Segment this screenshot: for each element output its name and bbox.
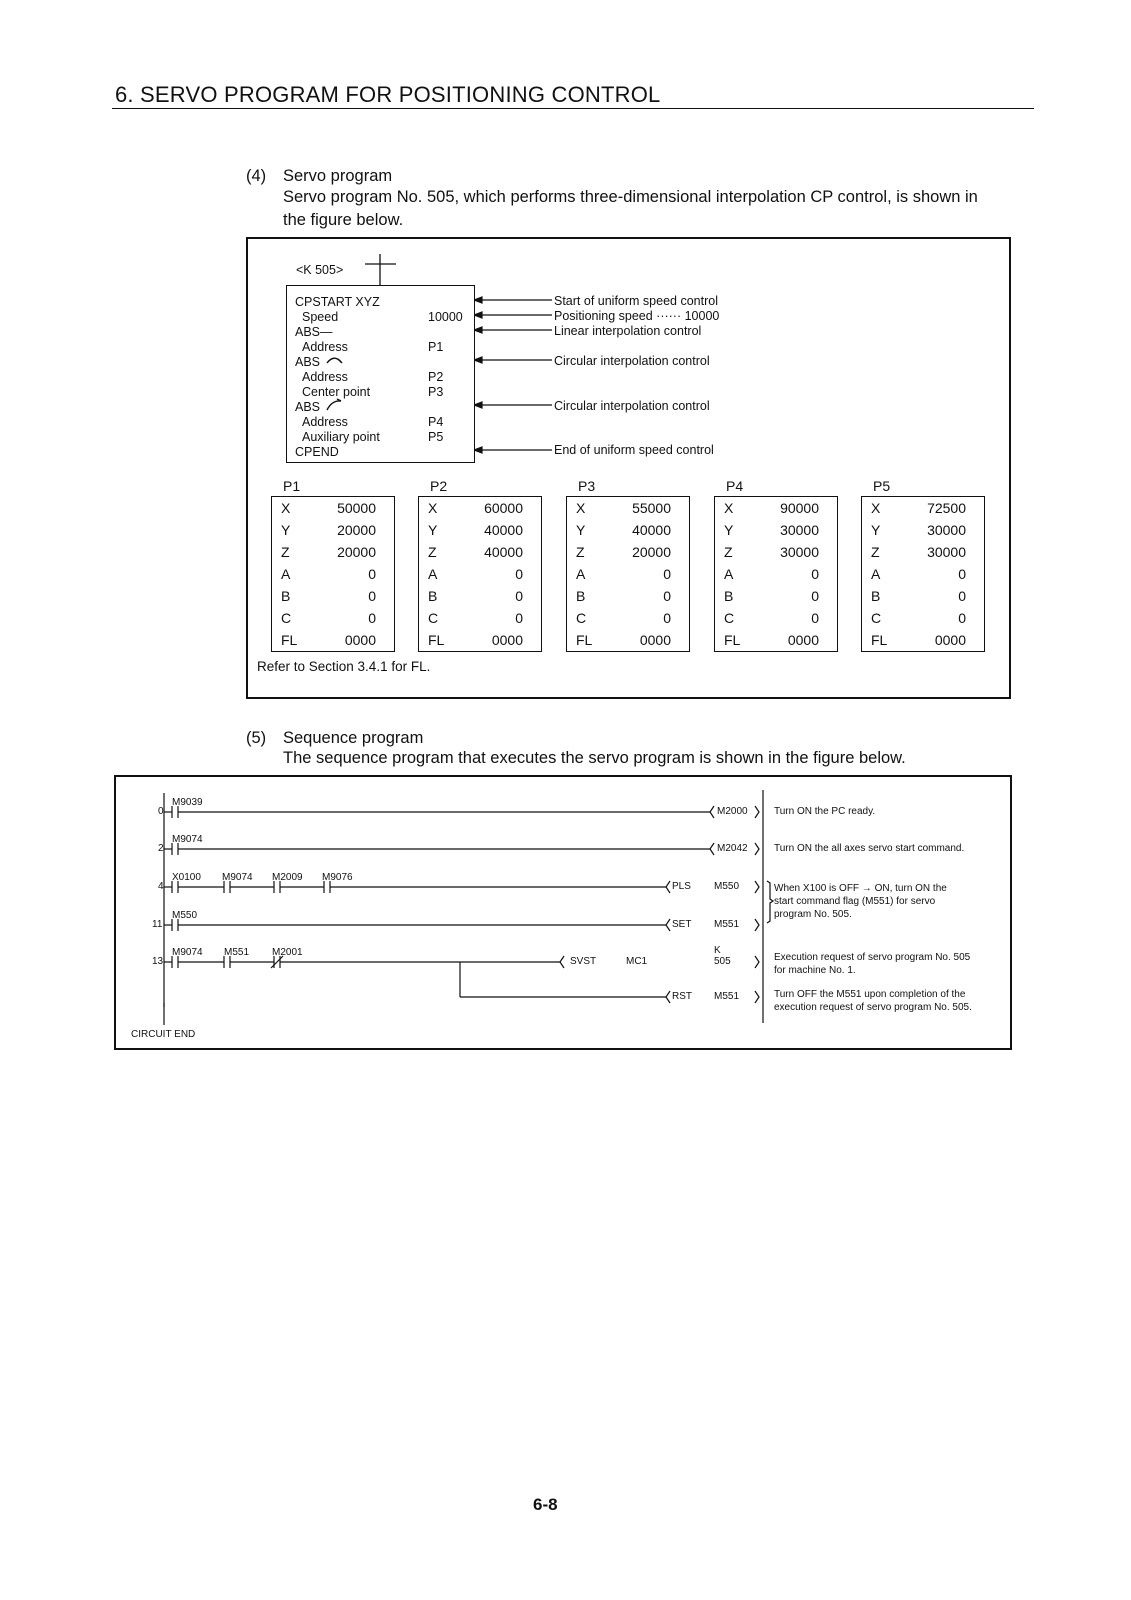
point-table-p3 <box>566 496 690 652</box>
annotation-linear-interpolation: Linear interpolation control <box>554 324 702 338</box>
header-rule <box>112 108 1034 109</box>
point-table-row <box>715 585 837 607</box>
point-table-row <box>419 629 541 651</box>
axis-name: B <box>428 588 438 604</box>
point-table-p1 <box>271 496 395 652</box>
step-4: 4 <box>158 881 164 892</box>
point-table-row <box>567 629 689 651</box>
circular-aux-arc-icon <box>324 398 344 412</box>
point-label-p2: P2 <box>430 478 448 494</box>
page-number: 6-8 <box>533 1495 558 1514</box>
comment-rst-line1: Turn OFF the M551 upon completion of the <box>774 989 966 1000</box>
point-table-row <box>715 629 837 651</box>
axis-value: 20000 <box>632 544 671 560</box>
fl-reference-note: Refer to Section 3.4.1 for FL. <box>257 659 431 674</box>
axis-value: 0 <box>663 610 671 626</box>
axis-name: B <box>871 588 881 604</box>
comment-rung-2: Turn ON the all axes servo start command. <box>774 843 965 854</box>
program-value-speed: 10000 <box>428 310 463 324</box>
contact-m2001: M2001 <box>272 947 303 958</box>
axis-value: 0 <box>811 610 819 626</box>
step-13: 13 <box>152 956 164 967</box>
point-table-row <box>567 607 689 629</box>
comment-rung-13-line1: Execution request of servo program No. 505 <box>774 952 971 963</box>
axis-value: 0 <box>958 588 966 604</box>
axis-value: 0000 <box>934 632 966 648</box>
program-line-address-3: Address <box>302 415 348 429</box>
axis-name: A <box>281 566 291 582</box>
axis-value: 0 <box>368 610 376 626</box>
point-label-p1: P1 <box>283 478 301 494</box>
point-table-row <box>567 497 689 519</box>
set-device: M551 <box>714 919 740 930</box>
point-table-row <box>272 541 394 563</box>
axis-value: 0000 <box>344 632 376 648</box>
section4-number: (4) <box>246 167 267 185</box>
axis-name: Z <box>281 544 290 560</box>
program-value-center-point: P3 <box>428 385 444 399</box>
axis-value: 30000 <box>927 522 966 538</box>
comment-rung-13-line2: for machine No. 1. <box>774 965 856 976</box>
axis-name: Y <box>871 522 881 538</box>
program-value-address-3: P4 <box>428 415 444 429</box>
page-header-title: 6. SERVO PROGRAM FOR POSITIONING CONTROL <box>115 82 661 107</box>
program-line-abs-circular-aux: ABS <box>295 400 321 414</box>
instruction-set: SET <box>672 919 692 930</box>
axis-name: A <box>724 566 734 582</box>
axis-name: Y <box>428 522 438 538</box>
point-table-row <box>272 607 394 629</box>
axis-name: X <box>281 500 291 516</box>
comment-rung-4-line1: When X100 is OFF → ON, turn ON the <box>774 883 947 894</box>
axis-value: 0 <box>811 588 819 604</box>
point-table-row <box>862 585 984 607</box>
annotation-positioning-speed: Positioning speed ······ 10000 <box>554 309 720 323</box>
axis-name: C <box>871 610 882 626</box>
point-table-row <box>419 585 541 607</box>
step-11: 11 <box>152 919 163 930</box>
program-start-mark <box>360 252 400 288</box>
axis-value: 40000 <box>484 522 523 538</box>
axis-value: 30000 <box>927 544 966 560</box>
point-table-row <box>715 519 837 541</box>
program-line-cpend: CPEND <box>295 445 339 459</box>
axis-value: 0 <box>515 566 523 582</box>
axis-value: 90000 <box>780 500 819 516</box>
axis-name: A <box>576 566 586 582</box>
axis-name: B <box>724 588 734 604</box>
axis-value: 40000 <box>484 544 523 560</box>
point-table-row <box>862 519 984 541</box>
point-table-row <box>567 519 689 541</box>
axis-name: X <box>428 500 438 516</box>
axis-name: X <box>724 500 734 516</box>
section5-heading: Sequence program <box>283 729 424 747</box>
axis-name: FL <box>281 632 298 648</box>
step-0: 0 <box>158 806 164 817</box>
axis-name: A <box>428 566 438 582</box>
point-table-row <box>862 563 984 585</box>
axis-value: 0 <box>958 566 966 582</box>
axis-name: Z <box>871 544 880 560</box>
point-table-row <box>272 585 394 607</box>
point-table-row <box>419 541 541 563</box>
comment-rung-0: Turn ON the PC ready. <box>774 806 876 817</box>
axis-value: 0 <box>958 610 966 626</box>
point-table-row <box>862 607 984 629</box>
program-line-speed: Speed <box>302 310 339 324</box>
axis-name: C <box>281 610 292 626</box>
point-table-p4 <box>714 496 838 652</box>
annotation-start-uniform-speed: Start of uniform speed control <box>554 294 718 308</box>
circuit-end-label: CIRCUIT END <box>131 1029 196 1040</box>
comment-rst-line2: execution request of servo program No. 505. <box>774 1002 972 1013</box>
axis-name: Z <box>576 544 585 560</box>
axis-name: FL <box>576 632 593 648</box>
point-table-row <box>419 497 541 519</box>
axis-name: FL <box>871 632 888 648</box>
contact-m9076: M9076 <box>322 872 353 883</box>
contact-m9074-r13: M9074 <box>172 947 203 958</box>
pls-device: M550 <box>714 881 740 892</box>
point-table-row <box>715 607 837 629</box>
contact-m9074-r2: M9074 <box>172 834 203 845</box>
program-value-auxiliary-point: P5 <box>428 430 444 444</box>
axis-name: C <box>428 610 439 626</box>
axis-name: FL <box>724 632 741 648</box>
point-table-row <box>419 519 541 541</box>
axis-name: B <box>576 588 586 604</box>
step-2: 2 <box>158 843 164 854</box>
annotation-end-uniform-speed: End of uniform speed control <box>554 443 714 457</box>
axis-value: 0 <box>663 588 671 604</box>
circular-center-arc-icon <box>324 354 344 366</box>
comment-rung-4-line3: program No. 505. <box>774 909 852 920</box>
instruction-rst: RST <box>672 991 692 1002</box>
point-label-p3: P3 <box>578 478 596 494</box>
axis-value: 20000 <box>337 544 376 560</box>
axis-value: 60000 <box>484 500 523 516</box>
point-table-p5 <box>861 496 985 652</box>
program-line-cpstart: CPSTART XYZ <box>295 295 380 309</box>
axis-value: 40000 <box>632 522 671 538</box>
axis-value: 0 <box>368 566 376 582</box>
axis-value: 0 <box>663 566 671 582</box>
point-table-row <box>567 585 689 607</box>
program-value-address-1: P1 <box>428 340 444 354</box>
axis-value: 72500 <box>927 500 966 516</box>
point-table-row <box>715 497 837 519</box>
contact-m551: M551 <box>224 947 250 958</box>
point-table-row <box>862 497 984 519</box>
axis-value: 20000 <box>337 522 376 538</box>
axis-value: 0 <box>515 588 523 604</box>
section4-desc-line1: Servo program No. 505, which performs three-dimensional interpolation CP control, is shown in <box>283 188 978 206</box>
axis-value: 0000 <box>639 632 671 648</box>
program-line-address-1: Address <box>302 340 348 354</box>
section5-number: (5) <box>246 729 267 747</box>
axis-value: 50000 <box>337 500 376 516</box>
point-label-p5: P5 <box>873 478 891 494</box>
contact-x0100: X0100 <box>172 872 201 883</box>
axis-value: 0 <box>515 610 523 626</box>
axis-name: FL <box>428 632 445 648</box>
section5-desc: The sequence program that executes the servo program is shown in the figure below. <box>283 749 906 767</box>
annotation-circular-interpolation-1: Circular interpolation control <box>554 354 710 368</box>
output-m2000: M2000 <box>717 806 748 817</box>
program-label: <K 505> <box>296 263 344 277</box>
point-table-row <box>567 541 689 563</box>
axis-value: 55000 <box>632 500 671 516</box>
axis-name: B <box>281 588 291 604</box>
axis-name: Y <box>576 522 586 538</box>
instruction-pls: PLS <box>672 881 691 892</box>
point-table-row <box>272 563 394 585</box>
output-m2042: M2042 <box>717 843 748 854</box>
annotation-circular-interpolation-2: Circular interpolation control <box>554 399 710 413</box>
contact-m9039: M9039 <box>172 797 203 808</box>
axis-name: C <box>576 610 587 626</box>
program-line-center-point: Center point <box>302 385 371 399</box>
axis-name: Y <box>724 522 734 538</box>
axis-value: 0 <box>368 588 376 604</box>
point-table-row <box>567 563 689 585</box>
axis-name: C <box>724 610 735 626</box>
svst-constant-prefix: K <box>714 945 721 956</box>
program-value-address-2: P2 <box>428 370 444 384</box>
point-table-row <box>272 629 394 651</box>
annotation-arrows <box>474 290 554 460</box>
program-line-abs-linear: ABS— <box>295 325 333 339</box>
point-table-row <box>272 519 394 541</box>
axis-value: 30000 <box>780 522 819 538</box>
point-table-row <box>272 497 394 519</box>
contact-m550: M550 <box>172 910 198 921</box>
point-table-row <box>715 563 837 585</box>
point-table-row <box>862 629 984 651</box>
axis-value: 0000 <box>787 632 819 648</box>
axis-name: A <box>871 566 881 582</box>
instruction-svst: SVST <box>570 956 597 967</box>
svst-argument: MC1 <box>626 956 648 967</box>
axis-name: X <box>576 500 586 516</box>
axis-name: Y <box>281 522 291 538</box>
point-table-p2 <box>418 496 542 652</box>
svst-program-number: 505 <box>714 956 731 967</box>
axis-value: 0 <box>811 566 819 582</box>
comment-rung-4-line2: start command flag (M551) for servo <box>774 896 936 907</box>
contact-m9074-r4: M9074 <box>222 872 253 883</box>
point-table-row <box>715 541 837 563</box>
axis-name: Z <box>724 544 733 560</box>
point-table-row <box>419 563 541 585</box>
point-label-p4: P4 <box>726 478 744 494</box>
section4-desc-line2: the figure below. <box>283 211 404 229</box>
program-line-auxiliary-point: Auxiliary point <box>302 430 380 444</box>
point-table-row <box>419 607 541 629</box>
rst-device: M551 <box>714 991 740 1002</box>
contact-m2009: M2009 <box>272 872 303 883</box>
point-table-row <box>862 541 984 563</box>
axis-value: 30000 <box>780 544 819 560</box>
section4-heading: Servo program <box>283 167 393 185</box>
axis-value: 0000 <box>491 632 523 648</box>
program-line-abs-circular-center: ABS <box>295 355 321 369</box>
program-line-address-2: Address <box>302 370 348 384</box>
axis-name: X <box>871 500 881 516</box>
axis-name: Z <box>428 544 437 560</box>
